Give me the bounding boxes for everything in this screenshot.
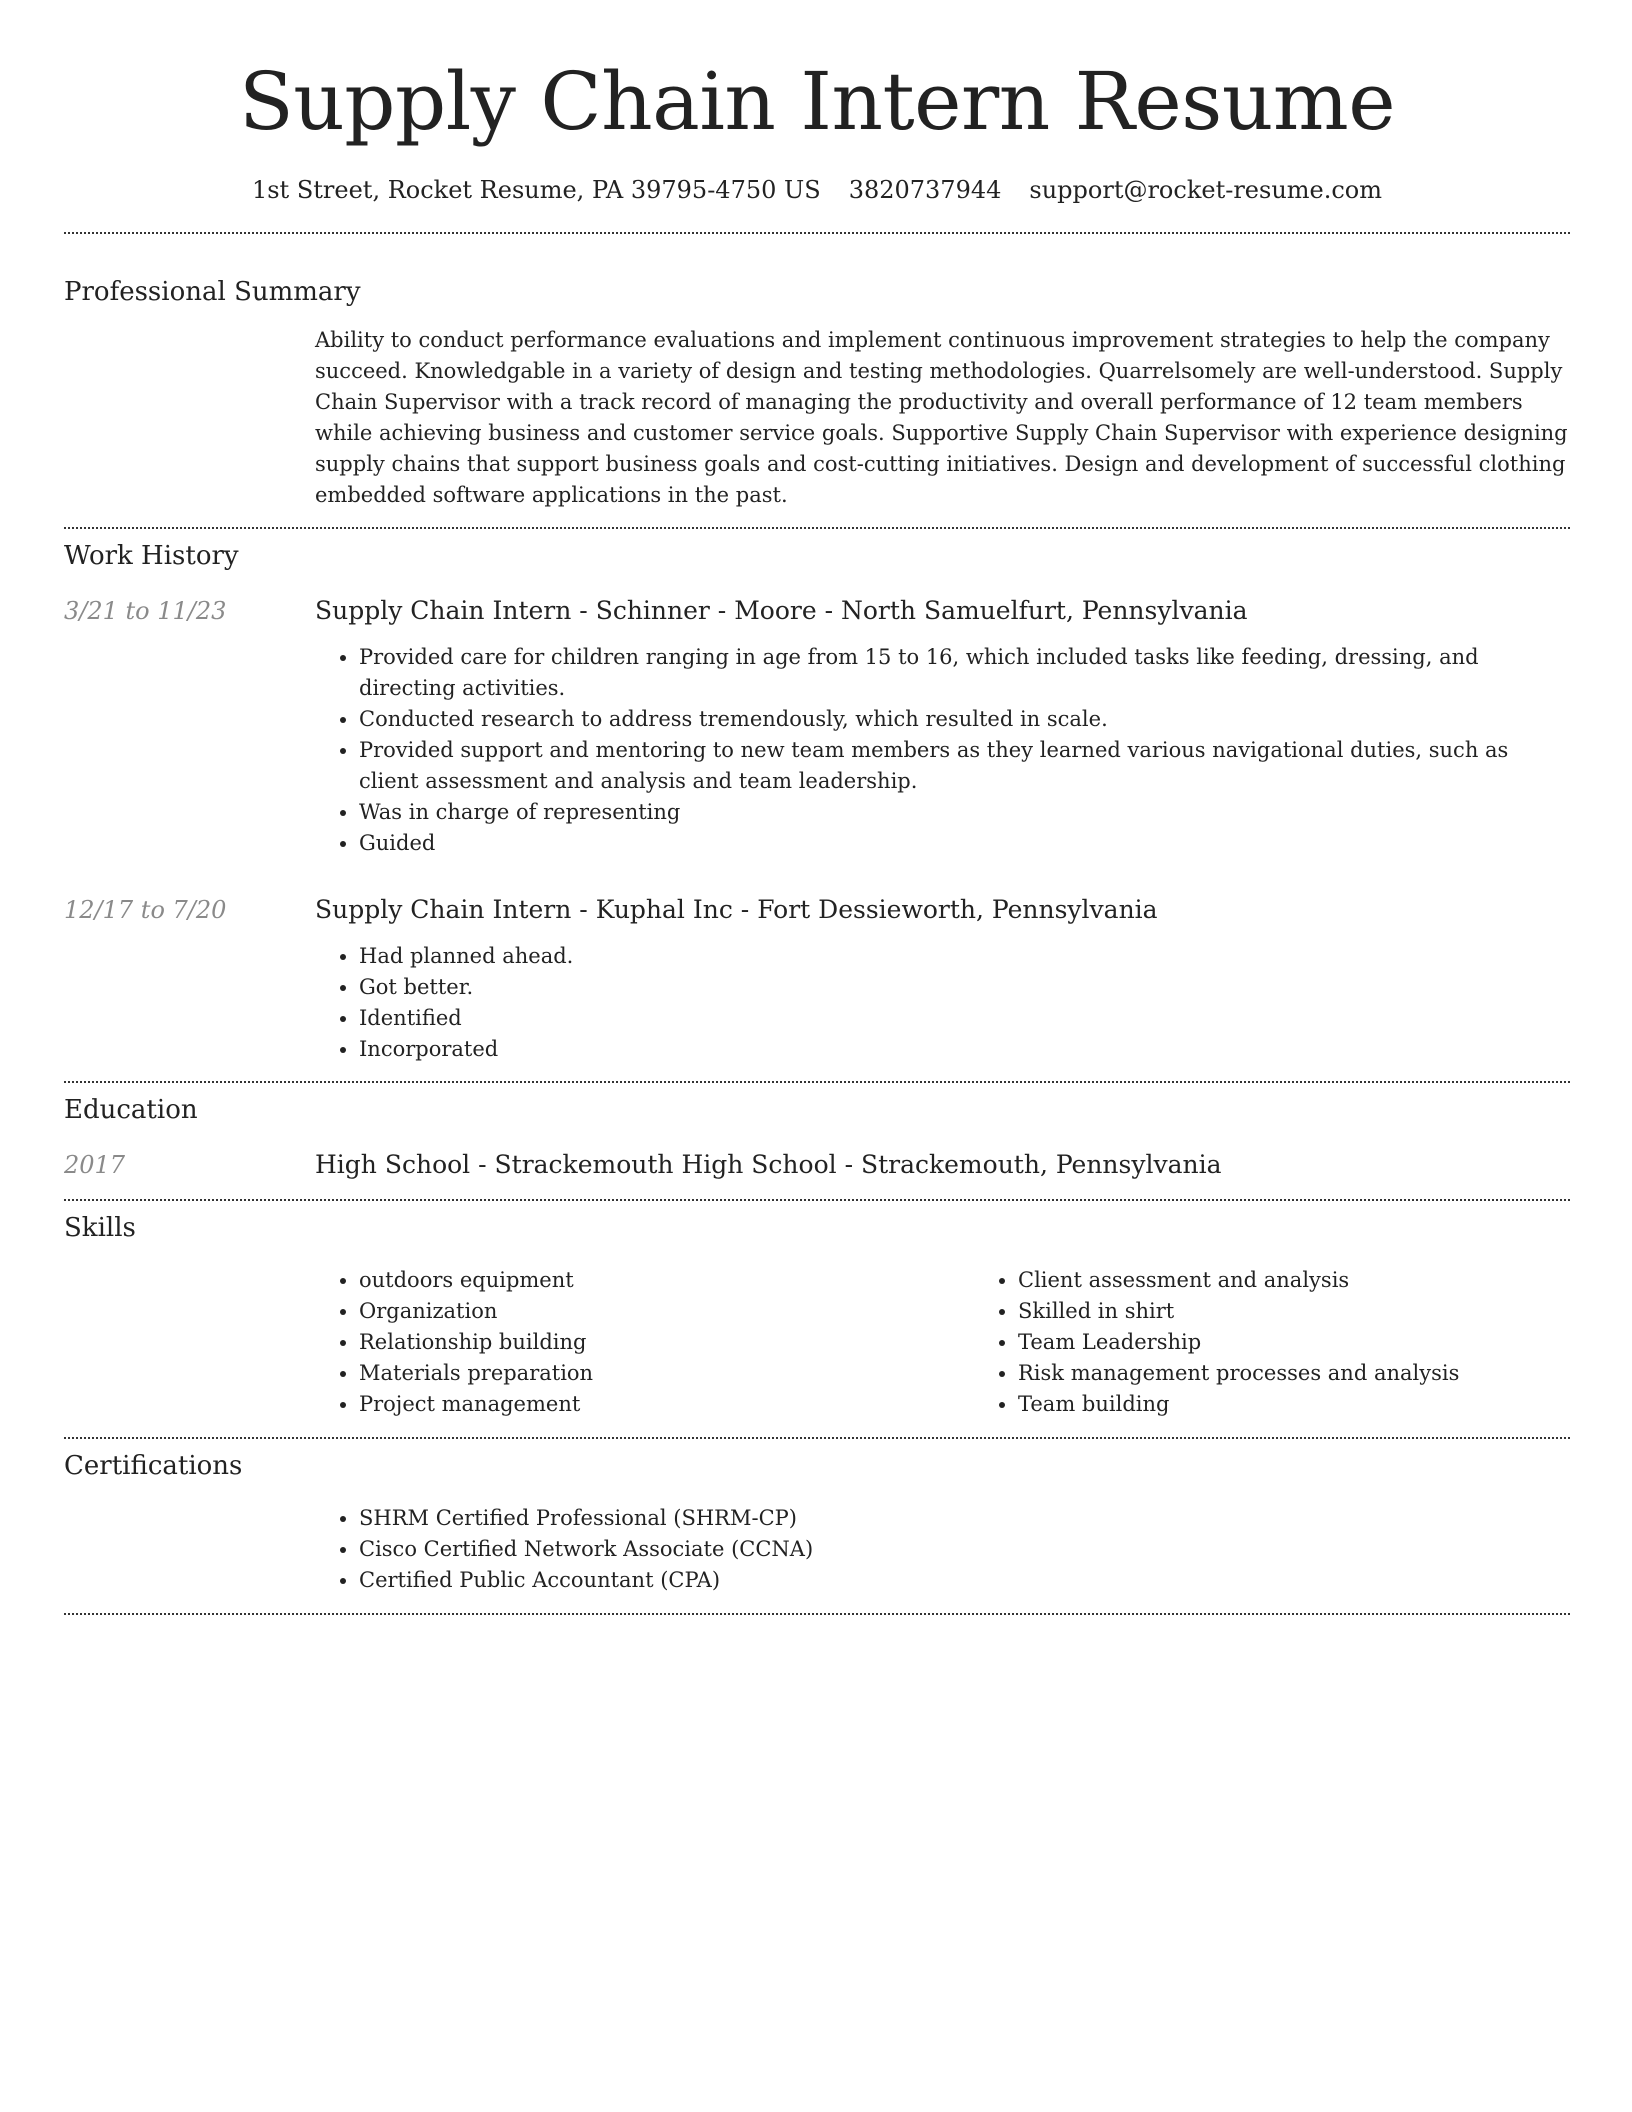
- summary-text: Ability to conduct performance evaluations and implement continuous improvement strategies to help the company succeed. Knowledgable in a variety of design and testing methodologies. Quarrelsomely are well-understood. Supply Chain Supervisor with a track record of managing the productivity and overall performance of 12 team members while achieving business and customer service goals. Supportive Supply Chain Supervisor with experience designing supply chains that support business goals and cost-cutting initiatives. Design and development of successful clothing embedded software applications in the past.: [315, 328, 1568, 507]
- skill-item: • Materials preparation: [359, 1358, 974, 1389]
- list-item: • Was in charge of representing: [359, 797, 1570, 828]
- job-entry: [64, 894, 1570, 1065]
- education-date: 2017: [64, 1151, 126, 1179]
- divider: [64, 527, 1570, 529]
- section-title-skills: Skills: [64, 1213, 136, 1243]
- section-title-certifications: Certifications: [64, 1451, 243, 1481]
- certifications-row: [64, 1503, 1570, 1596]
- skill-item: • Risk management processes and analysis: [1018, 1358, 1632, 1389]
- skill-item: • Organization: [359, 1296, 974, 1327]
- list-item: • Provided care for children ranging in age from 15 to 16, which included tasks like feeding, dressing, and directing activities.: [359, 642, 1570, 704]
- contact-phone: 3820737944: [848, 176, 1002, 204]
- section-title-education: Education: [64, 1095, 198, 1125]
- certifications-list: [315, 1503, 1570, 1596]
- education-entry: [64, 1149, 1570, 1181]
- skill-item: • Project management: [359, 1389, 974, 1420]
- resume-title: Supply Chain Intern Resume: [238, 55, 1396, 148]
- list-item: • Incorporated: [359, 1034, 1570, 1065]
- divider: [64, 1199, 1570, 1201]
- section-title-work: Work History: [64, 541, 239, 571]
- skill-item: • outdoors equipment: [359, 1265, 974, 1296]
- divider: [64, 1613, 1570, 1615]
- summary-row: [64, 325, 1570, 511]
- list-item: • Got better.: [359, 972, 1570, 1003]
- skills-list-left: [315, 1265, 974, 1420]
- divider: [64, 1081, 1570, 1083]
- job-bullets: [315, 642, 1570, 859]
- list-item: • Conducted research to address tremendously, which resulted in scale.: [359, 704, 1570, 735]
- certification-item: • SHRM Certified Professional (SHRM-CP): [359, 1503, 1570, 1534]
- certification-item: • Cisco Certified Network Associate (CCNA): [359, 1534, 1570, 1565]
- job-dates: 12/17 to 7/20: [64, 896, 227, 924]
- skills-row: [64, 1265, 1570, 1420]
- skill-item: • Team building: [1018, 1389, 1632, 1420]
- section-title-summary: Professional Summary: [64, 277, 361, 307]
- contact-line: [64, 174, 1570, 206]
- job-dates: 3/21 to 11/23: [64, 597, 227, 625]
- skill-item: • Relationship building: [359, 1327, 974, 1358]
- skill-item: • Client assessment and analysis: [1018, 1265, 1632, 1296]
- certification-item: • Certified Public Accountant (CPA): [359, 1565, 1570, 1596]
- divider: [64, 1437, 1570, 1439]
- skill-item: • Team Leadership: [1018, 1327, 1632, 1358]
- education-title: High School - Strackemouth High School - Strackemouth, Pennsylvania: [315, 1150, 1222, 1179]
- job-title: Supply Chain Intern - Schinner - Moore - North Samuelfurt, Pennsylvania: [315, 596, 1248, 625]
- list-item: • Provided support and mentoring to new team members as they learned various navigational duties, such as client assessment and analysis and team leadership.: [359, 735, 1570, 797]
- skill-item: • Skilled in shirt: [1018, 1296, 1632, 1327]
- list-item: • Guided: [359, 828, 1570, 859]
- list-item: • Identified: [359, 1003, 1570, 1034]
- contact-email: support@rocket-resume.com: [1029, 176, 1383, 204]
- skills-list-right: [974, 1265, 1632, 1420]
- resume-page: [64, 0, 1570, 1615]
- job-bullets: [315, 941, 1570, 1065]
- job-title: Supply Chain Intern - Kuphal Inc - Fort Dessieworth, Pennsylvania: [315, 895, 1158, 924]
- contact-address: 1st Street, Rocket Resume, PA 39795-4750 US: [251, 176, 821, 204]
- job-entry: [64, 595, 1570, 859]
- list-item: • Had planned ahead.: [359, 941, 1570, 972]
- divider: [64, 232, 1570, 234]
